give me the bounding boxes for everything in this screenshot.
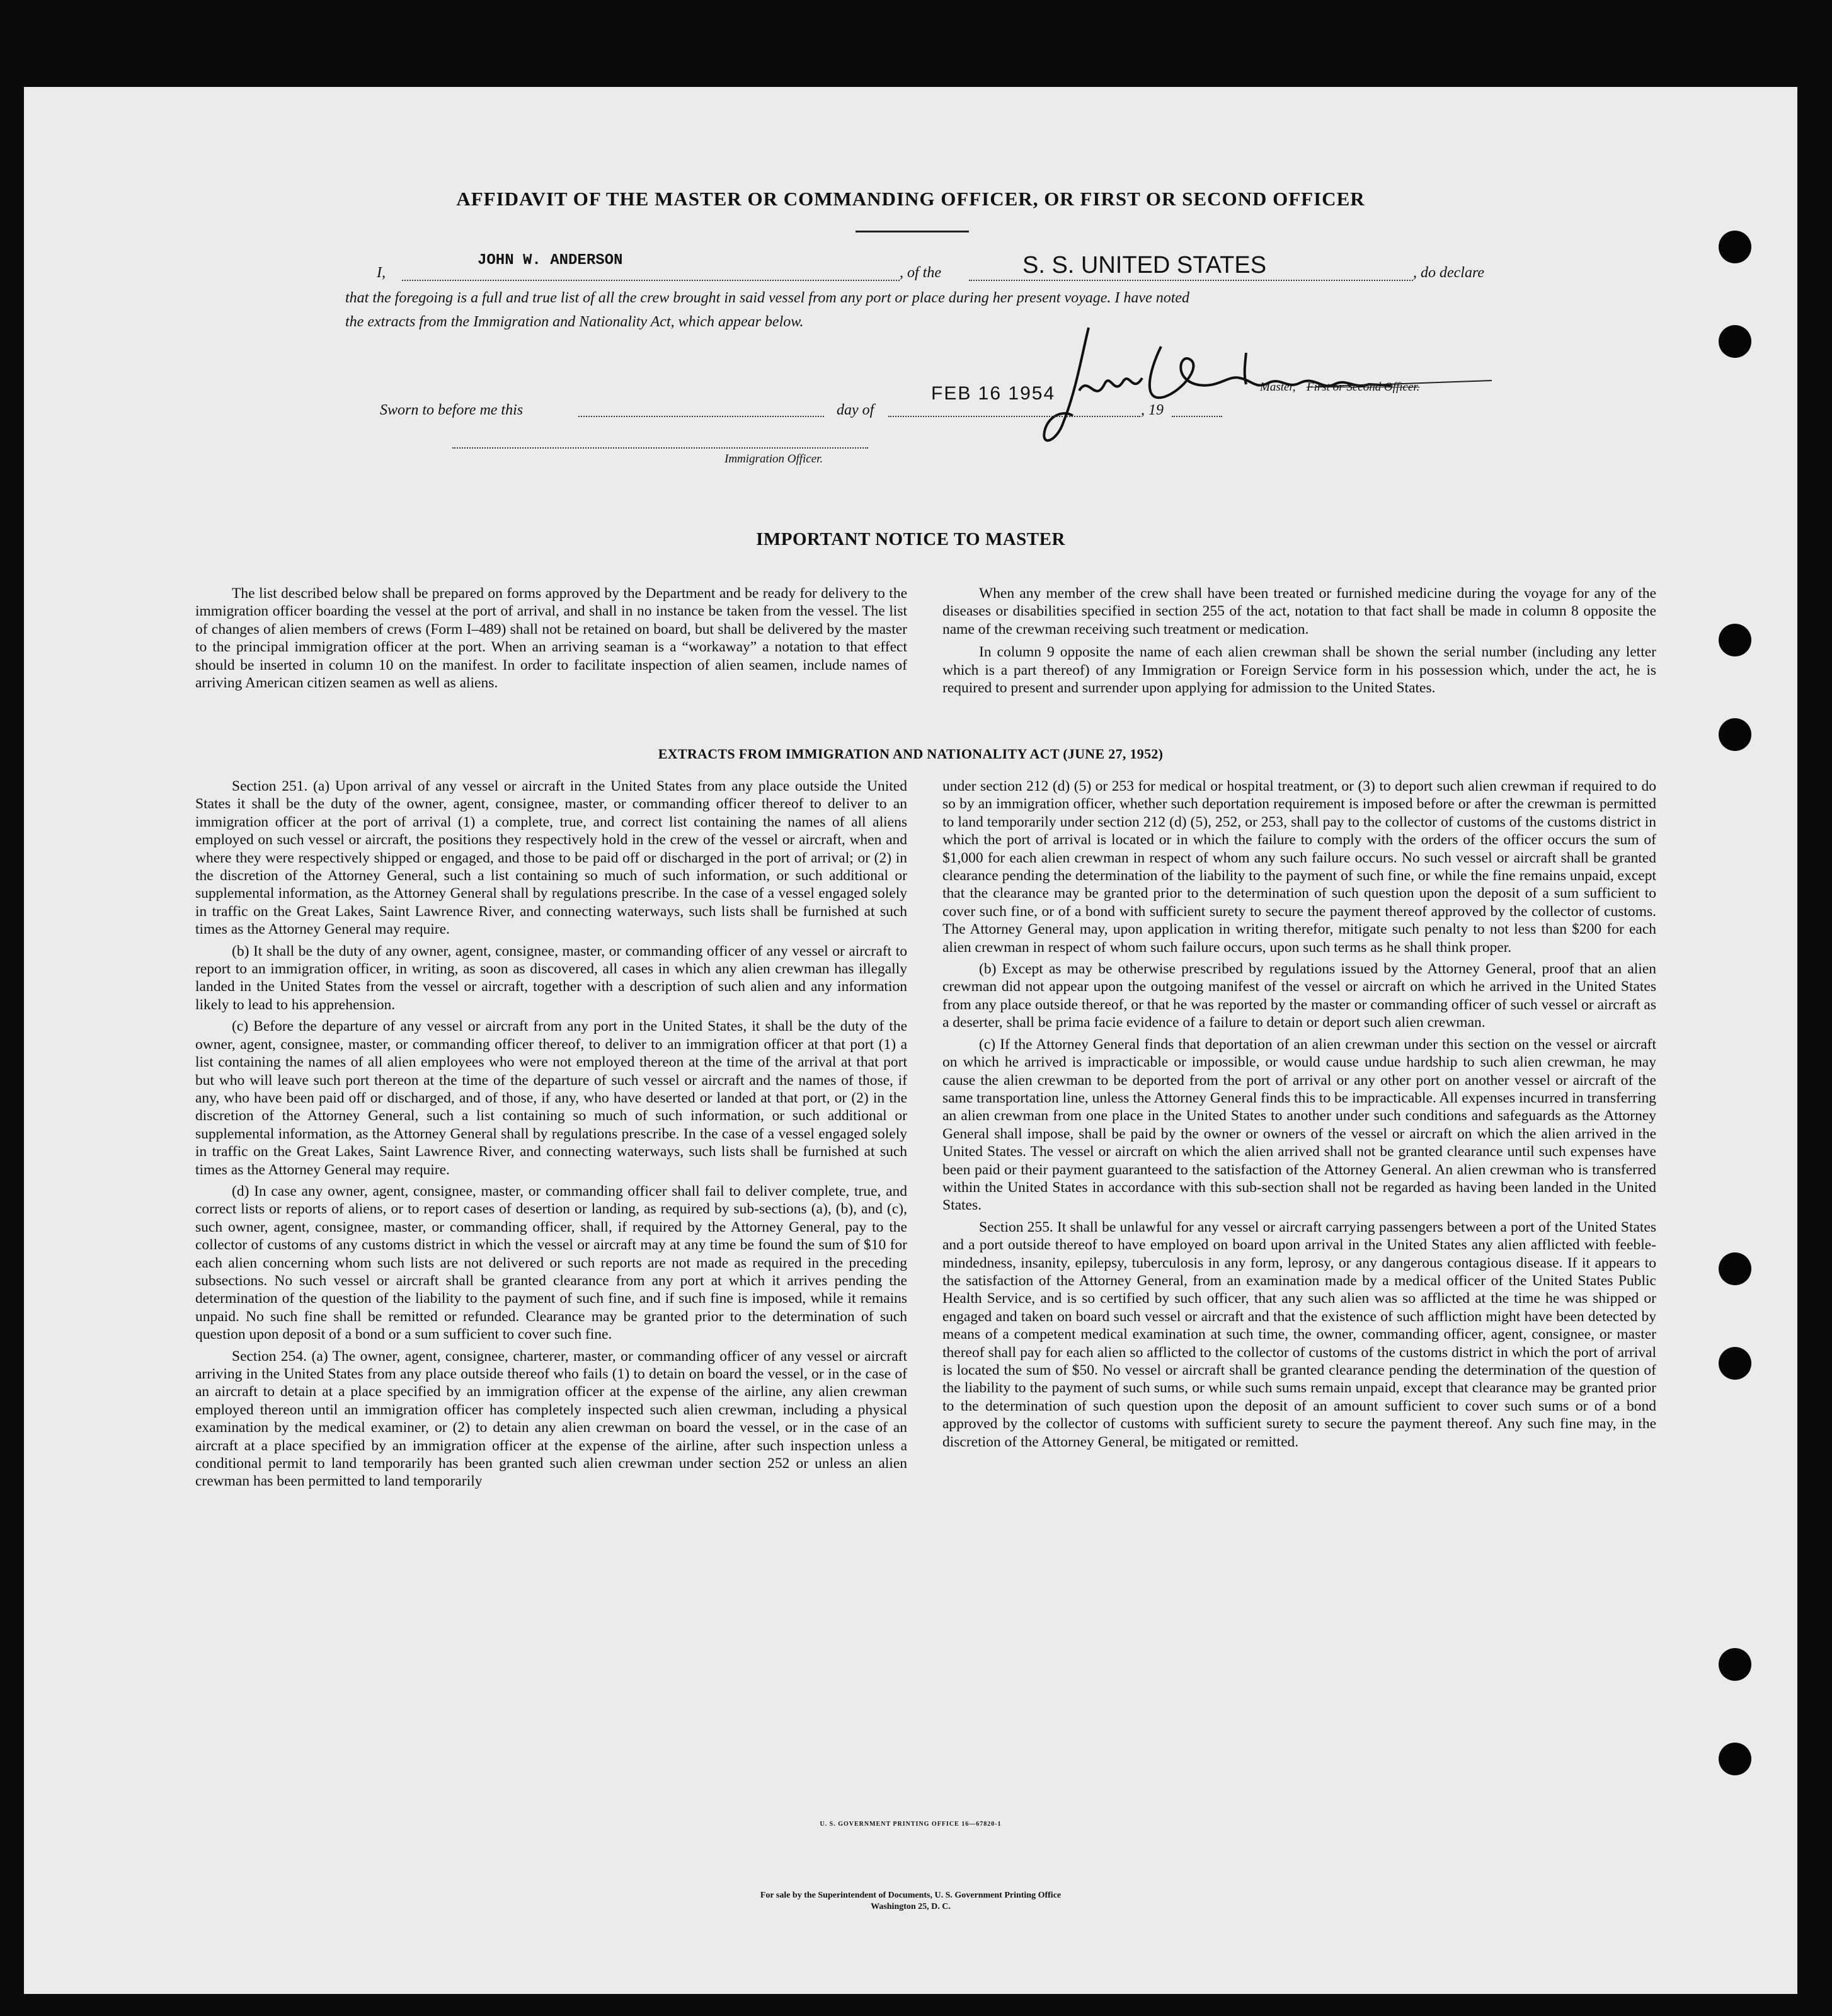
extracts-right-column: [942, 777, 1656, 1455]
sworn-day-line: [578, 416, 824, 417]
punch-hole: [1719, 1347, 1751, 1380]
extract-paragraph: (c) If the Attorney General finds that deportation of an alien crewman under this section on the vessel or aircraft on which he arrived is impracticable or impossible, or would cause undue hardship to such alien crewman, he may cause the alien crewman to be deported from the port of arrival or any other port on another vessel or aircraft of the same transportation line, unless the Attorney General finds this to be impracticable. All expenses incurred in transferring an alien crewman from one place in the United States to another under such conditions and safeguards as the Attorney General shall impose, shall be paid by the owner or owners of the vessel or aircraft on which the alien arrived in the United States. The vessel or aircraft on which the alien arrived shall not be granted clearance until such expenses have been paid or their payment guaranteed to the satisfaction of the Attorney General. An alien crewman who is transferred within the United States in accordance with this sub-section shall not be regarded as having been landed in the United States.: [942, 1036, 1656, 1214]
declaration-line-3: the extracts from the Immigration and Nationality Act, which appear below.: [345, 314, 804, 330]
master-label: Master,: [1260, 381, 1296, 394]
punch-hole: [1719, 1648, 1751, 1681]
extract-paragraph: Section 254. (a) The owner, agent, consignee, charterer, master, or commanding officer of any vessel or aircraft arriving in the United States from any place outside thereof who fails (1) to detain on board the vessel, or in the case of an aircraft to detain at a place specified by an immigration officer at the expense of the airline, any alien crewman employed thereon until an immigration officer has completely inspected such alien crewman, including a physical examination by the medical examiner, or (2) to detain any alien crewman on board the vessel, or in the case of an aircraft at a place specified by an immigration officer at the expense of the airline, after such inspection unless a conditional permit to land temporarily has been granted such alien crewman under section 252 or unless an alien crewman has been permitted to land temporarily: [195, 1348, 907, 1490]
do-declare-label: , do declare: [1413, 265, 1485, 281]
struck-officer-label: First or Second Officer.: [1307, 381, 1420, 394]
notice-paragraph: The list described below shall be prepared on forms approved by the Department and be ready for delivery to the immigration officer boarding the vessel at the port of arrival, and shall in no instance be taken from the vessel. The list of changes of alien members of crews (Form I–489) shall not be retained on board, but shall be delivered by the master to the principal immigration officer at the port. When an arriving seaman is a “workaway” a notation to that effect should be inserted in column 10 on the manifest. In order to facilitate inspection of alien seamen, include names of arriving American citizen seamen as well as aliens.: [195, 585, 907, 692]
extracts-title: EXTRACTS FROM IMMIGRATION AND NATIONALITY ACT (JUNE 27, 1952): [658, 746, 1164, 762]
notice-title: IMPORTANT NOTICE TO MASTER: [756, 529, 1065, 549]
sworn-year-line: [1172, 416, 1222, 417]
day-of-label: day of: [837, 402, 874, 418]
extracts-left-column: [195, 777, 907, 1494]
extract-paragraph: Section 255. It shall be unlawful for any vessel or aircraft carrying passengers between a port of the United States and a port outside thereof to have employed on board upon arrival in the United States any alien afflicted with feeble-mindedness, insanity, epilepsy, tuberculosis in any form, leprosy, or any dangerous contagious disease. If it appears to the satisfaction of the Attorney General, from an examination made by a medical officer of the United States Public Health Service, and is so certified by such officer, that any such alien was so afflicted at the time he was shipped or engaged and taken on board such vessel or aircraft and that the existence of such affliction might have been detected by means of a competent medical examination at such time, the owner, commanding officer, agent, consignee, or master thereof shall pay for each alien so afflicted to the collector of customs of the customs district in which the port of arrival is located the sum of $50. No vessel or aircraft shall be granted clearance pending the determination of the question of the liability to the payment of such sums, or while such sums remain unpaid, except that clearance may be granted prior to the determination of such question upon the deposit of an amount sufficient to cover such sums or of a bond approved by the collector of customs with sufficient surety to secure the payment thereof. Any such fine may, in the discretion of the Attorney General, be mitigated or remitted.: [942, 1218, 1656, 1450]
punch-hole: [1719, 624, 1751, 656]
notice-paragraph: When any member of the crew shall have been treated or furnished medicine during the voyage for any of the diseases or disabilities specified in section 255 of the act, notation to that fact shall be made in column 8 opposite the name of the crewman receiving such treatment or medication.: [942, 585, 1656, 638]
title-rule: [856, 231, 969, 232]
extract-paragraph: (b) It shall be the duty of any owner, agent, consignee, master, or commanding officer of any vessel or aircraft to report to an immigration officer, in writing, as soon as discovered, all cases in which any alien crewman has illegally landed in the United States from the vessel or aircraft, together with a description of such alien and any information likely to lead to his apprehension.: [195, 942, 907, 1013]
master-name: JOHN W. ANDERSON: [478, 252, 623, 269]
affidavit-title: AFFIDAVIT OF THE MASTER OR COMMANDING OFFICER, OR FIRST OR SECOND OFFICER: [456, 188, 1365, 210]
punch-hole: [1719, 325, 1751, 358]
extract-paragraph: (b) Except as may be otherwise prescribed by regulations issued by the Attorney General, proof that an alien crewman did not appear upon the outgoing manifest of the vessel or aircraft on which he arrived in the United States from any place outside thereof, or that he was reported by the master or commanding officer of such vessel or aircraft as a deserter, shall be prima facie evidence of a failure to detain or deport such alien crewman.: [942, 961, 1656, 1031]
declaration-line-2: that the foregoing is a full and true list of all the crew brought in said vessel from any port or place during her present voyage. I have noted: [345, 290, 1190, 306]
sale-notice-line-1: For sale by the Superintendent of Documents, U. S. Government Printing Office: [760, 1891, 1062, 1900]
sworn-label: Sworn to before me this: [380, 402, 524, 418]
punch-hole: [1719, 1743, 1751, 1775]
of-the-label: , of the: [900, 265, 941, 281]
name-field-line: [402, 280, 900, 281]
year-label: , 19: [1141, 402, 1164, 418]
i-label: I,: [377, 265, 386, 281]
notice-left-column: [195, 585, 907, 696]
vessel-field-line: [969, 280, 1413, 281]
extract-paragraph: (d) In case any owner, agent, consignee, master, or commanding officer shall fail to deliver complete, true, and correct lists or reports of aliens, or to report cases of desertion or landing, as required by sub-sections (a), (b), and (c), such owner, agent, consignee, master, or commanding officer, shall, if required by the Attorney General, pay to the collector of customs of any customs district in which the vessel or aircraft may at any time be found the sum of $10 for each alien concerning whom such lists are not delivered or such reports are not made as required in the preceding subsections. No such vessel or aircraft shall be granted clearance from any port at which it arrives pending the determination of the question of the liability to the payment of such fine, and if such fine is imposed, while it remains unpaid. No such fine shall be remitted or refunded. Clearance may be granted prior to the determination of such question upon deposit of a bond or a sum sufficient to cover such fine.: [195, 1183, 907, 1343]
sworn-month-line: [888, 416, 1140, 417]
immigration-officer-label: Immigration Officer.: [724, 452, 823, 466]
sale-notice-line-2: Washington 25, D. C.: [871, 1902, 951, 1911]
printing-office-line: U. S. GOVERNMENT PRINTING OFFICE 16—67820-1: [820, 1821, 1002, 1828]
notice-right-column: [942, 585, 1656, 701]
notice-paragraph: In column 9 opposite the name of each alien crewman shall be shown the serial number (including any letter which is a part thereof) of any Immigration or Foreign Service form in his possession which, under the act, he is required to present and surrender upon applying for admission to the United States.: [942, 644, 1656, 697]
vessel-name: S. S. UNITED STATES: [1022, 252, 1267, 278]
officer-signature-line: [452, 447, 868, 449]
affidavit-page: [24, 87, 1797, 1994]
punch-hole: [1719, 1252, 1751, 1285]
date-stamp: FEB 16 1954: [931, 383, 1056, 404]
extract-paragraph: (c) Before the departure of any vessel or aircraft from any port in the United States, it shall be the duty of the owner, agent, consignee, master, or commanding officer thereof, to deliver to an immigration officer at that port (1) a list containing the names of all alien employees who were not employed thereon at the time of the arrival at that port but who will leave such port thereon at the time of the departure of such vessel or aircraft and the names of those, if any, who have been paid off or discharged, and of those, if any, who have deserted or landed at that port, or (2) in the discretion of the Attorney General, such a list containing so much of such information, or such additional or supplemental information, as the Attorney General shall by regulations prescribe. In the case of a vessel engaged solely in traffic on the Great Lakes, Saint Lawrence River, and connecting waterways, such lists shall be furnished at such times as the Attorney General may require.: [195, 1018, 907, 1178]
extract-paragraph: Section 251. (a) Upon arrival of any vessel or aircraft in the United States from any place outside the United States it shall be the duty of the owner, agent, consignee, master, or commanding officer thereof to deliver to an immigration officer at the port of arrival (1) a complete, true, and correct list containing the names of all aliens employed on such vessel or aircraft, the positions they respectively hold in the crew of the vessel or aircraft, when and where they were respectively shipped or engaged, and those to be paid off or discharged in the port of arrival; or (2) in the discretion of the Attorney General, such a list containing so much of such information, or such additional or supplemental information, as the Attorney General shall by regulations prescribe. In the case of a vessel engaged solely in traffic on the Great Lakes, Saint Lawrence River, and connecting waterways, such lists shall be furnished at such times as the Attorney General may require.: [195, 778, 907, 938]
punch-hole: [1719, 231, 1751, 263]
extract-paragraph-continued: under section 212 (d) (5) or 253 for medical or hospital treatment, or (3) to deport such alien crewman if required to do so by an immigration officer, whether such deportation requirement is imposed before or after the crewman is permitted to land temporarily under section 212 (d) (5), 252, or 253, shall pay to the collector of customs of the customs district in which the port of arrival is located or in which the failure to comply with the orders of the officer occurs the sum of $1,000 for each alien crewman in respect of whom any such failure occurs. No such vessel or aircraft shall be granted clearance pending the determination of the liability to the payment of such fine, or while the fine remains unpaid, except that the clearance may be granted prior to the determination of such question upon the deposit of a sum sufficient to cover such fine, or of a bond with sufficient surety to secure the payment thereof approved by the collector of customs. The Attorney General may, upon application in writing therefor, mitigate such penalty to not less than $200 for each alien crewman in respect of whom such failure occurs, upon such terms as he shall think proper.: [942, 778, 1656, 956]
